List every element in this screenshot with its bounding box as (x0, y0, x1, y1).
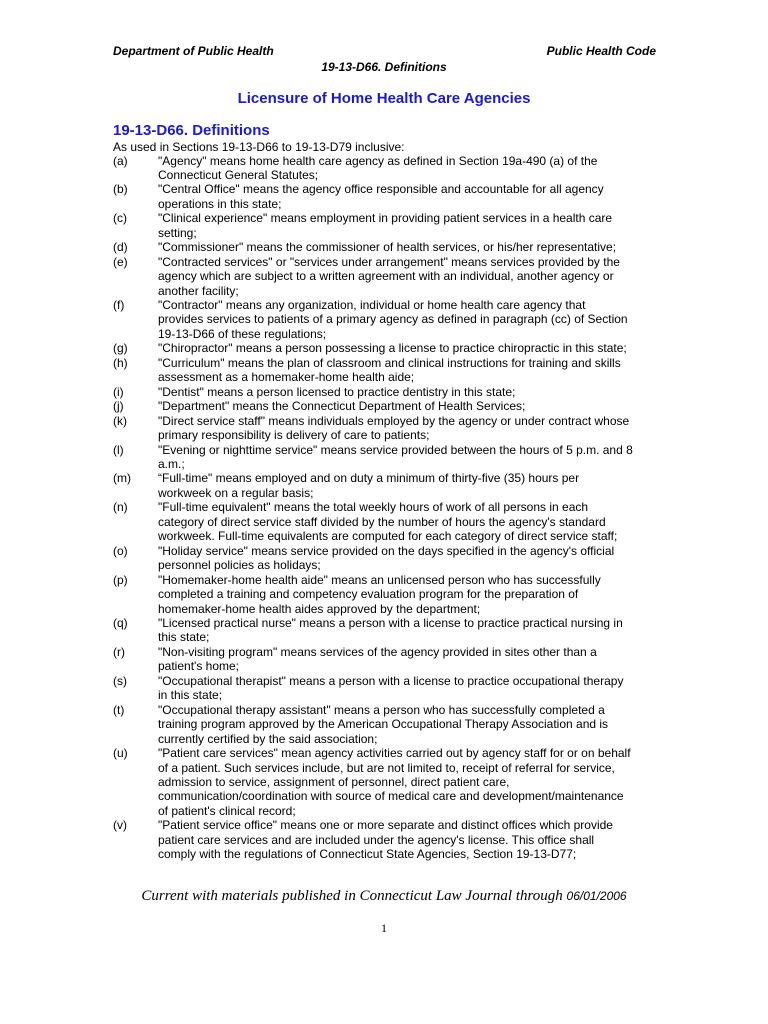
definition-letter: (i) (113, 384, 124, 399)
header-department: Department of Public Health (113, 44, 274, 58)
definition-item (113, 471, 663, 500)
definition-letter: (a) (113, 153, 128, 168)
definition-text: "Contracted services" or "services under arrangement" means services provided by the agency which are subject to a written agreement with an individual, another agency or another facility; (158, 254, 620, 298)
definition-letter: (c) (113, 211, 127, 226)
definition-letter: (v) (113, 818, 127, 833)
definition-letter: (u) (113, 746, 128, 761)
definition-letter: (g) (113, 341, 128, 356)
definition-text: "Agency" means home health care agency as defined in Section 19a-490 (a) of the Connecticut General Statutes; (158, 153, 598, 182)
definition-item (113, 500, 663, 543)
header-section: 19-13-D66. Definitions (321, 60, 447, 74)
definition-text: "Evening or nighttime service" means service provided between the hours of 5 p.m. and 8 a.m.; (158, 442, 633, 472)
footer-date: 06/01/2006 (566, 889, 627, 903)
definition-text: "Patient service office" means one or more separate and distinct offices which provide patient care services and are included under the agency's license. This office shall comply with the regulations of Connecticut State Agencies, Section 19-13-D77; (158, 818, 613, 862)
definition-text: "Licensed practical nurse" means a person with a license to practice practical nursing in this state; (158, 616, 623, 645)
definition-letter: (m) (113, 471, 131, 486)
definition-item (113, 182, 663, 211)
definition-text: "Chiropractor" means a person possessing a license to practice chiropractic in this state; (158, 341, 627, 356)
definition-text: "Direct service staff" means individuals employed by the agency or under contract whose primary responsibility is delivery of care to patients; (158, 413, 630, 443)
definition-text: "Clinical experience" means employment in providing patient services in a health care setting; (158, 211, 613, 240)
definition-item (113, 154, 663, 183)
definition-text: "Holiday service" means service provided on the days specified in the agency's official personnel policies as holidays; (158, 543, 615, 573)
definition-letter: (n) (113, 500, 128, 515)
definition-text: "Dentist" means a person licensed to practice dentistry in this state; (158, 384, 516, 399)
definition-letter: (r) (113, 644, 125, 659)
definition-item (113, 399, 663, 413)
definition-letter: (l) (113, 442, 124, 457)
definition-item (113, 356, 663, 385)
definition-item (113, 255, 663, 298)
definition-letter: (j) (113, 399, 124, 414)
definition-letter: (t) (113, 702, 125, 717)
definition-item (113, 573, 663, 616)
definition-letter: (f) (113, 298, 125, 313)
definition-letter: (h) (113, 355, 128, 370)
page-number: 1 (381, 921, 387, 935)
definition-item (113, 674, 663, 703)
definition-letter: (b) (113, 182, 128, 197)
definition-letter: (k) (113, 413, 127, 428)
definition-text: "Central Office" means the agency office responsible and accountable for all agency operations in this state; (158, 182, 604, 211)
definition-text: "Contractor" means any organization, individual or home health care agency that provides services to patients of a primary agency as defined in paragraph (cc) of Section 19-13-D66 of these regulations; (158, 298, 628, 341)
definition-item (113, 544, 663, 573)
definition-text: "Occupational therapy assistant" means a person who has successfully completed a training program approved by the American Occupational Therapy Association and is currently certified by the said association; (158, 702, 609, 746)
definition-letter: (q) (113, 616, 128, 630)
definition-text: "Homemaker-home health aide" means an unlicensed person who has successfully completed a training and competency evaluation program for the preparation of homemaker-home health aides approved by the department; (158, 572, 601, 616)
footer-note (0, 888, 768, 905)
definition-letter: (o) (113, 543, 128, 558)
header-code: Public Health Code (546, 44, 656, 58)
definition-item (113, 414, 663, 443)
definition-item (113, 703, 663, 746)
definition-item (113, 298, 663, 341)
definition-item (113, 616, 663, 645)
definition-item (113, 443, 663, 472)
definition-text: "Patient care services" mean agency activities carried out by agency staff for or on behalf of a patient. Such services include, but are not limited to, receipt of referral for service, admission to service, assignment of personnel, direct patient care, communication/coordination with source of medical care and development/maintenance of patient's clinical record; (158, 746, 631, 818)
definition-item (113, 818, 663, 861)
definition-letter: (s) (113, 673, 127, 688)
definition-text: "Full-time equivalent" means the total weekly hours of work of all persons in each category of direct service staff divided by the number of hours the agency's standard workweek. Full-time equivalents are computed for each category of direct service staff; (158, 500, 618, 544)
definition-letter: (d) (113, 240, 128, 255)
definitions-list (113, 154, 663, 862)
intro-text: As used in Sections 19-13-D66 to 19-13-D79 inclusive: (113, 140, 405, 154)
definition-text: "Non-visiting program" means services of the agency provided in sites other than a patient's home; (158, 644, 597, 674)
definition-item (113, 746, 663, 818)
page-title: Licensure of Home Health Care Agencies (237, 90, 531, 107)
definition-text: "Curriculum" means the plan of classroom and clinical instructions for training and skills assessment as a homemaker-home health aide; (158, 355, 621, 385)
definition-text: "Department" means the Connecticut Department of Health Services; (158, 399, 526, 414)
definition-text: "Occupational therapist" means a person with a license to practice occupational therapy in this state; (158, 673, 624, 703)
definition-text: “Full-time" means employed and on duty a minimum of thirty-five (35) hours per workweek on a regular basis; (158, 471, 580, 500)
definition-letter: (e) (113, 254, 128, 269)
definition-item (113, 385, 663, 399)
definition-item (113, 341, 663, 355)
section-heading: 19-13-D66. Definitions (113, 122, 270, 139)
definition-item (113, 211, 663, 240)
footer-text: Current with materials published in Connecticut Law Journal through (141, 888, 567, 904)
definition-item (113, 240, 663, 254)
definition-letter: (p) (113, 572, 128, 587)
definition-text: "Commissioner" means the commissioner of health services, or his/her representative; (158, 240, 617, 255)
definition-item (113, 645, 663, 674)
